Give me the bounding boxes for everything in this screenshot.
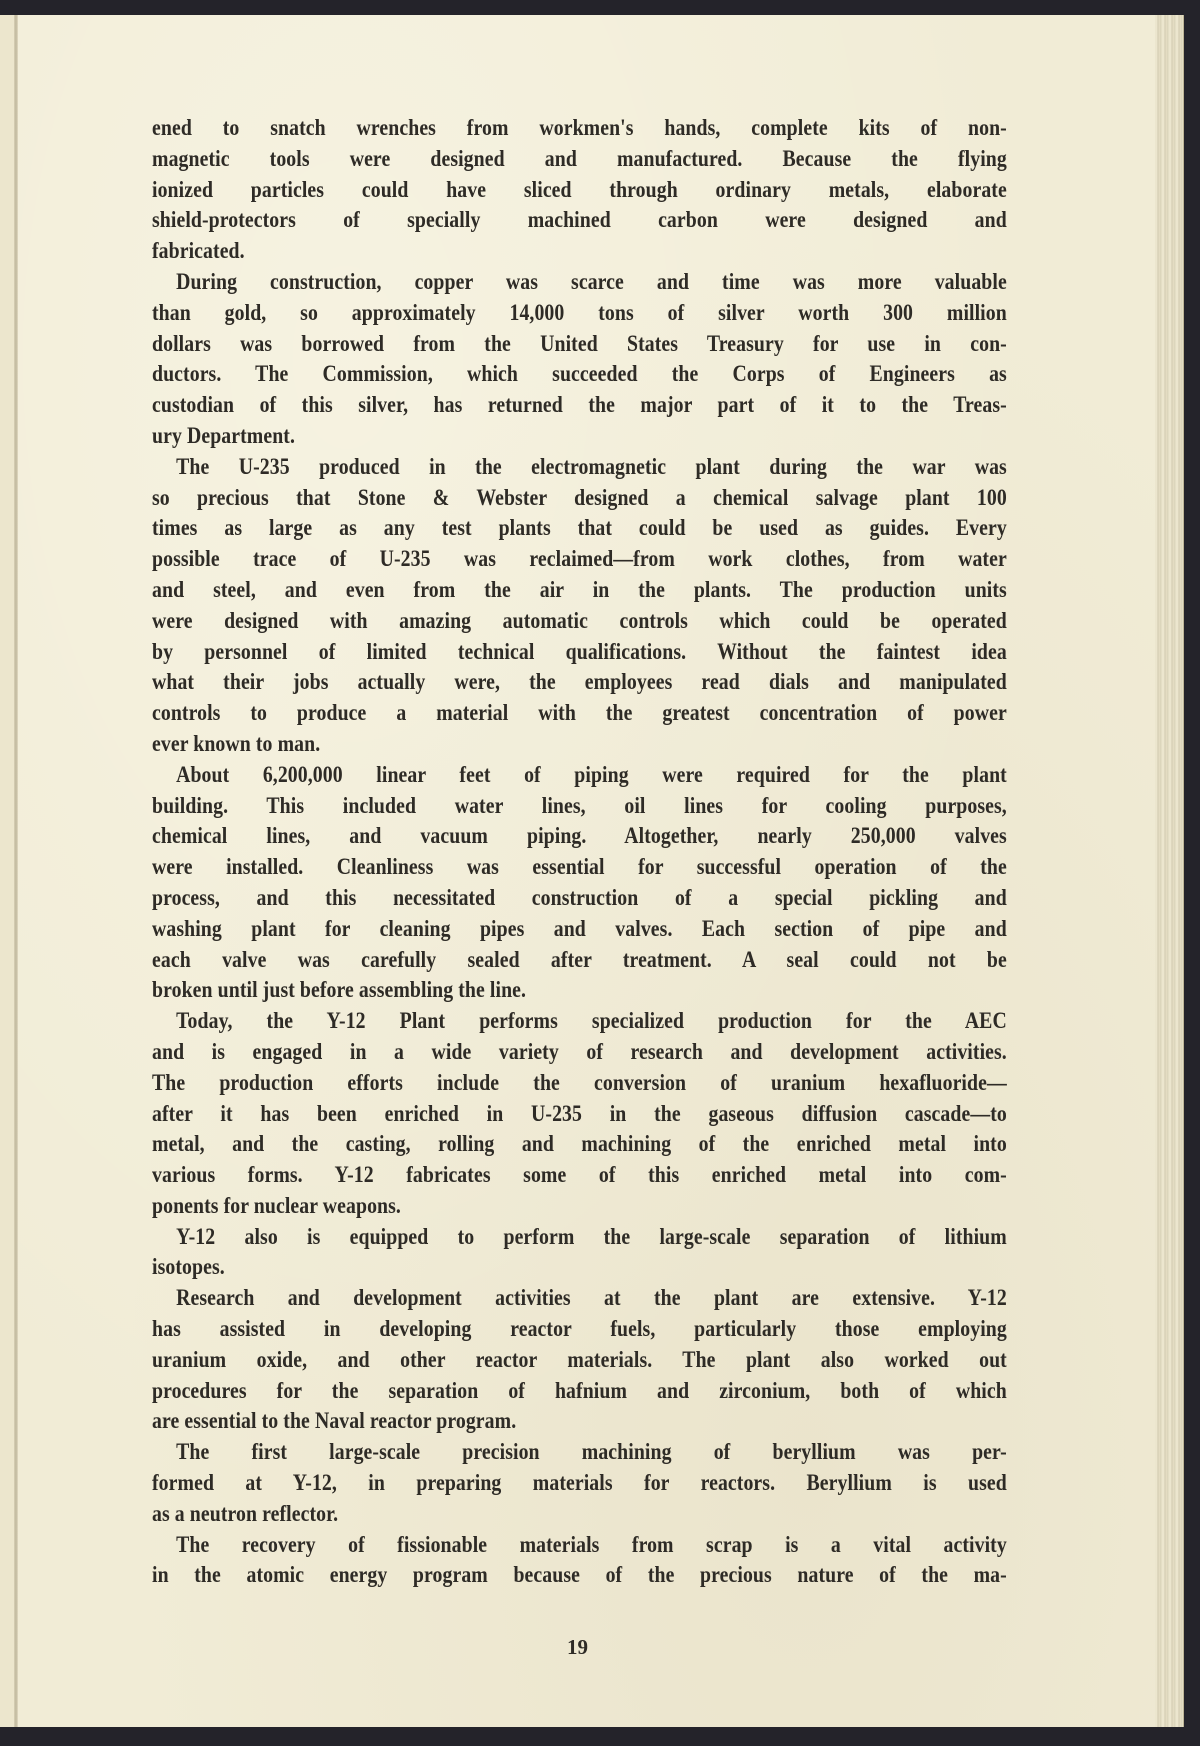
- text-line: washing plant for cleaning pipes and valves. Each section of pipe and: [152, 915, 1007, 941]
- text-line: were installed. Cleanliness was essential for successful operation of the: [152, 854, 1007, 880]
- page-number: 19: [567, 1635, 588, 1659]
- text-line: About 6,200,000 linear feet of piping were required for the plant: [176, 761, 1007, 787]
- body-text: [152, 113, 1007, 1591]
- paragraph-5: [152, 1006, 1007, 1222]
- text-line: The U-235 produced in the electromagnetic plant during the war was: [176, 453, 1007, 479]
- text-line: and is engaged in a wide variety of research and development activities.: [152, 1038, 1007, 1064]
- text-line: custodian of this silver, has returned the major part of it to the Treas-: [152, 392, 1007, 418]
- text-line: after it has been enriched in U-235 in the gaseous diffusion cascade—to: [152, 1100, 1007, 1126]
- text-line: The recovery of fissionable materials from scrap is a vital activity: [176, 1531, 1007, 1557]
- text-line: fabricated.: [152, 238, 245, 264]
- text-line: chemical lines, and vacuum piping. Altogether, nearly 250,000 valves: [152, 823, 1007, 849]
- previous-page-edge: [0, 15, 14, 1727]
- paragraph-8: [152, 1437, 1007, 1529]
- text-line: possible trace of U-235 was reclaimed—from work clothes, from water: [152, 546, 1007, 572]
- text-line: Research and development activities at the plant are extensive. Y-12: [176, 1285, 1007, 1311]
- text-line: ury Department.: [152, 422, 296, 448]
- paragraph-2: [152, 267, 1007, 452]
- text-line: in the atomic energy program because of the precious nature of the ma-: [152, 1562, 1007, 1588]
- paragraph-4: [152, 760, 1007, 1006]
- paragraph-6: [152, 1222, 1007, 1284]
- text-line: formed at Y-12, in preparing materials for reactors. Beryllium is used: [152, 1470, 1007, 1496]
- text-line: times as large as any test plants that could be used as guides. Every: [152, 515, 1007, 541]
- text-line: ever known to man.: [152, 730, 321, 756]
- text-line: so precious that Stone & Webster designed a chemical salvage plant 100: [152, 484, 1007, 510]
- text-line: magnetic tools were designed and manufactured. Because the flying: [152, 145, 1007, 171]
- text-line: The production efforts include the conversion of uranium hexafluoride—: [152, 1069, 1007, 1095]
- text-line: than gold, so approximately 14,000 tons of silver worth 300 million: [152, 299, 1007, 325]
- page-block-edges: [1155, 15, 1184, 1727]
- text-line: ponents for nuclear weapons.: [152, 1192, 401, 1218]
- paragraph-3: [152, 452, 1007, 760]
- text-line: Today, the Y-12 Plant performs specialized production for the AEC: [176, 1008, 1007, 1034]
- text-line: Y-12 also is equipped to perform the large-scale separation of lithium: [176, 1223, 1007, 1249]
- text-line: controls to produce a material with the greatest concentration of power: [152, 700, 1007, 726]
- text-line: ionized particles could have sliced through ordinary metals, elaborate: [152, 176, 1007, 202]
- text-line: isotopes.: [152, 1254, 225, 1280]
- text-line: and steel, and even from the air in the plants. The production units: [152, 576, 1007, 602]
- text-line: procedures for the separation of hafnium and zirconium, both of which: [152, 1377, 1007, 1403]
- text-line: by personnel of limited technical qualifications. Without the faintest idea: [152, 638, 1007, 664]
- text-line: as a neutron reflector.: [152, 1500, 339, 1526]
- page-gutter: [14, 15, 18, 1727]
- text-line: has assisted in developing reactor fuels, particularly those employing: [152, 1316, 1007, 1342]
- text-line: various forms. Y-12 fabricates some of this enriched metal into com-: [152, 1162, 1007, 1188]
- text-line: ened to snatch wrenches from workmen's hands, complete kits of non-: [152, 115, 1007, 140]
- text-line: what their jobs actually were, the employees read dials and manipulated: [152, 669, 1007, 695]
- text-line: uranium oxide, and other reactor materials. The plant also worked out: [152, 1346, 1007, 1372]
- text-line: metal, and the casting, rolling and machining of the enriched metal into: [152, 1131, 1007, 1157]
- text-line: The first large-scale precision machining of beryllium was per-: [176, 1439, 1007, 1465]
- text-line: broken until just before assembling the line.: [152, 977, 527, 1003]
- paragraph-7: [152, 1283, 1007, 1437]
- paragraph-9: [152, 1530, 1007, 1592]
- text-line: building. This included water lines, oil lines for cooling purposes,: [152, 792, 1007, 818]
- text-line: process, and this necessitated construction of a special pickling and: [152, 884, 1007, 910]
- text-line: ductors. The Commission, which succeeded the Corps of Engineers as: [152, 361, 1007, 387]
- text-line: shield-protectors of specially machined carbon were designed and: [152, 207, 1007, 233]
- paragraph-1: [152, 113, 1007, 267]
- text-line: dollars was borrowed from the United States Treasury for use in con-: [152, 330, 1007, 356]
- text-line: are essential to the Naval reactor program.: [152, 1408, 517, 1434]
- book-page: [0, 15, 1155, 1727]
- text-line: each valve was carefully sealed after treatment. A seal could not be: [152, 946, 1007, 972]
- text-line: During construction, copper was scarce and time was more valuable: [176, 268, 1007, 294]
- text-line: were designed with amazing automatic controls which could be operated: [152, 607, 1007, 633]
